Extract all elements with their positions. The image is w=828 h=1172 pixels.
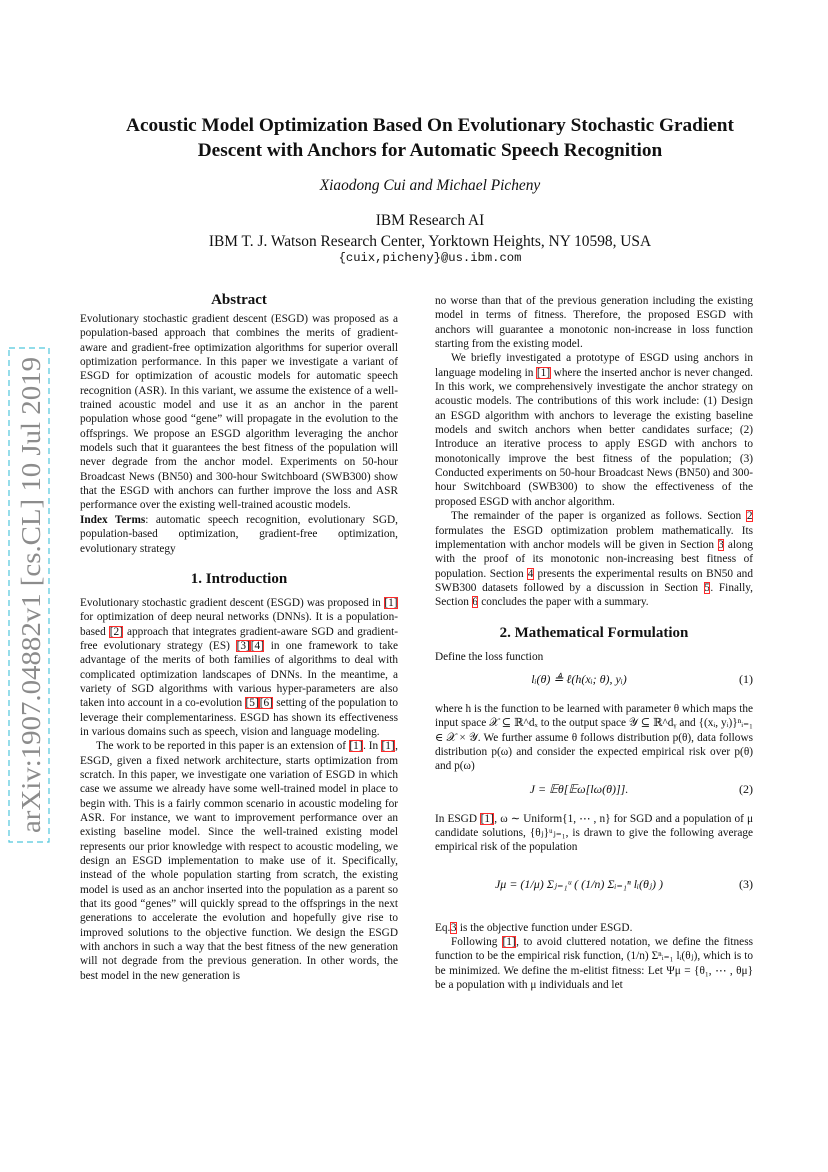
abstract-text: Evolutionary stochastic gradient descent (ESGD) was proposed as a population-based approach that combines the merits of gradient-aware and gradient-free optimization algorithms for superior overall optimization performance. In this paper we investigate a variant of ESGD for optimization of acoustic models for automatic speech recognition (ASR). In this variant, we assume the existence of a well-trained acoustic model and use it as an anchor in the parent population whose good “gene” will propagate in the evolution to the offsprings. We propose an ESGD algorithm leveraging the anchor models such that it guarantees the best fitness of the population will never degrade from the anchor model. Experiments on 50-hour Broadcast News (BN50) and 300-hour Switchboard (SWB300) show that the ESGD with anchors can further improve the loss and ASR performance over the existing well-trained acoustic models. — [80, 313, 398, 512]
equation-2 — [435, 774, 753, 812]
math-paragraph-4: Following [1], to avoid cluttered notation, we define the fitness function to be the empirical risk function, (1/n) Σⁿᵢ₌₁ lᵢ(θⱼ), which is to be minimized. We define the m-elitist fitness: Let Ψμ = {θ₁, ⋯ , θμ} be a population with μ individuals and let — [435, 936, 753, 992]
index-terms — [80, 513, 398, 556]
title-line-1: Acoustic Model Optimization Based On Evolutionary Stochastic Gradient — [126, 115, 734, 136]
math-intro: Define the loss function — [435, 650, 544, 663]
title-line-2: Descent with Anchors for Automatic Speech Recognition — [197, 140, 663, 161]
citation-link[interactable]: 3 — [450, 921, 457, 934]
math-paragraph-2: In ESGD [1], ω ∼ Uniform{1, ⋯ , n} for SGD and a population of μ candidate solutions, {θⱼ}ᵘⱼ₌₁, is drawn to give the following average empirical risk of the population — [435, 812, 753, 854]
citation-link[interactable]: [4] — [250, 639, 264, 652]
intro-paragraph-1: Evolutionary stochastic gradient descent (ESGD) was proposed in [1] for optimization of deep neural networks (DNNs). It is a population-based [2] approach that integrates gradient-aware SGD and gradient-free evolutionary strategy (ES) [3][4] in one framework to take advantage of the merits of both families of algorithms to deal with complicated optimization landscapes of DNNs. In the meantime, a variety of SGD algorithms with various hyper-parameters are also taken into account in a co-evolution [5][6] setting of the population to leverage their complementariness. ESGD has shown its effectiveness in various domains such as speech, vision and language modeling. — [80, 596, 398, 738]
affiliation-line-2: IBM T. J. Watson Research Center, Yorktown Heights, NY 10598, USA — [208, 233, 652, 250]
math-heading: 2. Mathematical Formulation — [499, 624, 689, 641]
paper-title — [60, 113, 800, 163]
affiliation — [60, 210, 800, 252]
arxiv-stamp — [4, 345, 54, 845]
citation-link[interactable]: [1] — [384, 596, 398, 609]
right-column — [435, 294, 753, 992]
intro-paragraph-5: The remainder of the paper is organized as follows. Section 2 formulates the ESGD optimization problem mathematically. Its implementation with anchor models will be given in Section 3 along with the proof of its monotonic non-increasing best fitness of population. Section 4 presents the experimental results on BN50 and SWB300 datasets followed by a discussion in Section 5. Finally, Section 6 concludes the paper with a summary. — [435, 510, 753, 609]
equation-1 — [435, 664, 753, 702]
authors: Xiaodong Cui and Michael Picheny — [319, 177, 541, 194]
index-terms-text: : automatic speech recognition, evolutionary SGD, population-based optimization, gradient-free optimization, evolutionary strategy — [80, 513, 398, 555]
arxiv-stamp-text: arXiv:1907.04882v1 [cs.CL] 10 Jul 2019 — [15, 379, 46, 833]
citation-link[interactable]: [5] — [245, 697, 259, 710]
math-paragraph-3: Eq.3 is the objective function under ESGD. — [435, 921, 633, 934]
intro-paragraph-3: no worse than that of the previous generation including the existing model in terms of fitness. Therefore, the proposed ESGD with anchors will guarantee a monotonic non-increase in loss function starting from the existing model. — [435, 295, 753, 351]
citation-link[interactable]: [6] — [259, 697, 273, 710]
equation-1-number: (1) — [739, 671, 753, 686]
citation-link[interactable]: [1] — [536, 366, 551, 379]
citation-link[interactable]: 6 — [472, 596, 478, 609]
equation-3-body: Jμ = (1/μ) Σⱼ₌₁ᵘ ( (1/n) Σᵢ₌₁ⁿ lᵢ(θⱼ) ) — [494, 876, 664, 891]
citation-link[interactable]: 3 — [718, 538, 724, 551]
equation-1-body: lᵢ(θ) ≜ ℓ(h(xᵢ; θ), yᵢ) — [531, 671, 627, 686]
citation-link[interactable]: [1] — [480, 812, 494, 825]
intro-paragraph-4: We briefly investigated a prototype of ESGD using anchors in language modeling in [1] where the inserted anchor is never changed. In this work, we comprehensively investigate the anchor strategy on acoustic models. The contributions of this work include: (1) Design an ESGD algorithm with anchors to leverage the existing baseline models and switch anchors when better candidates surface; (2) Introduce an iterative process to apply ESGD with anchors to monotonically improve the best fitness of the population; (3) Conducted experiments on 50-hour Broadcast News (BN50) and 300-hour Switchboard (SWB300) to show the effectiveness of the proposed ESGD with anchor algorithm. — [435, 352, 753, 508]
intro-heading: 1. Introduction — [190, 570, 288, 587]
email: {cuix,picheny}@us.ibm.com — [338, 251, 522, 265]
citation-link[interactable]: [2] — [109, 625, 123, 638]
math-paragraph-1: where h is the function to be learned with parameter θ which maps the input space 𝒳 ⊆ ℝ^dₓ to the output space 𝒴 ⊆ ℝ^dᵧ and {(xᵢ, yᵢ)}ⁿᵢ₌₁ ∈ 𝒳 × 𝒴. We further assume θ follows distribution p(θ), data follows distribution p(ω) and consider the expected empirical risk over p(θ) and p(ω) — [435, 702, 753, 773]
abstract-heading: Abstract — [211, 292, 267, 308]
equation-3 — [435, 855, 753, 921]
citation-link[interactable]: [3] — [236, 639, 250, 652]
affiliation-line-1: IBM Research AI — [375, 212, 485, 229]
citation-link[interactable]: 4 — [527, 567, 534, 580]
index-terms-label: Index Terms — [80, 513, 146, 526]
intro-paragraph-2: The work to be reported in this paper is an extension of [1]. In [1], ESGD, given a fixed network architecture, starts optimization from scratch. In this paper, we investigate one variation of ESGD in which case we assume we already have some well-trained model in place to begin with. This is a fairly common scenario in acoustic modeling for ASR. For instance, we want to improvement performance over an existing baseline model. Since the well-trained existing model represents our prior knowledge with respect to acoustic modeling, we design an ESGD implementation to make use of it. Specifically, instead of the whole population starting from scratch, the existing model is used as an anchor inserted into the population as a parent so that its good “genes” will quickly spread to the offsprings in the next generations to accelerate the evolution and hopefully give rise to improved solutions to the objective function. We design the ESGD with anchors in such a way that the best fitness of the new generation will not degrade from the previous generation. In other words, the best model in the new generation is — [80, 740, 398, 982]
citation-link[interactable]: [1] — [502, 936, 516, 948]
citation-link[interactable]: [1] — [381, 740, 395, 753]
equation-3-number: (3) — [739, 876, 753, 891]
equation-2-body: J = 𝔼θ[𝔼ω[lω(θ)]]. — [529, 781, 629, 796]
equation-2-number: (2) — [739, 781, 753, 796]
citation-link[interactable]: 2 — [746, 510, 753, 523]
left-column — [80, 290, 398, 983]
citation-link[interactable]: 5 — [704, 581, 710, 594]
citation-link[interactable]: [1] — [349, 740, 363, 753]
